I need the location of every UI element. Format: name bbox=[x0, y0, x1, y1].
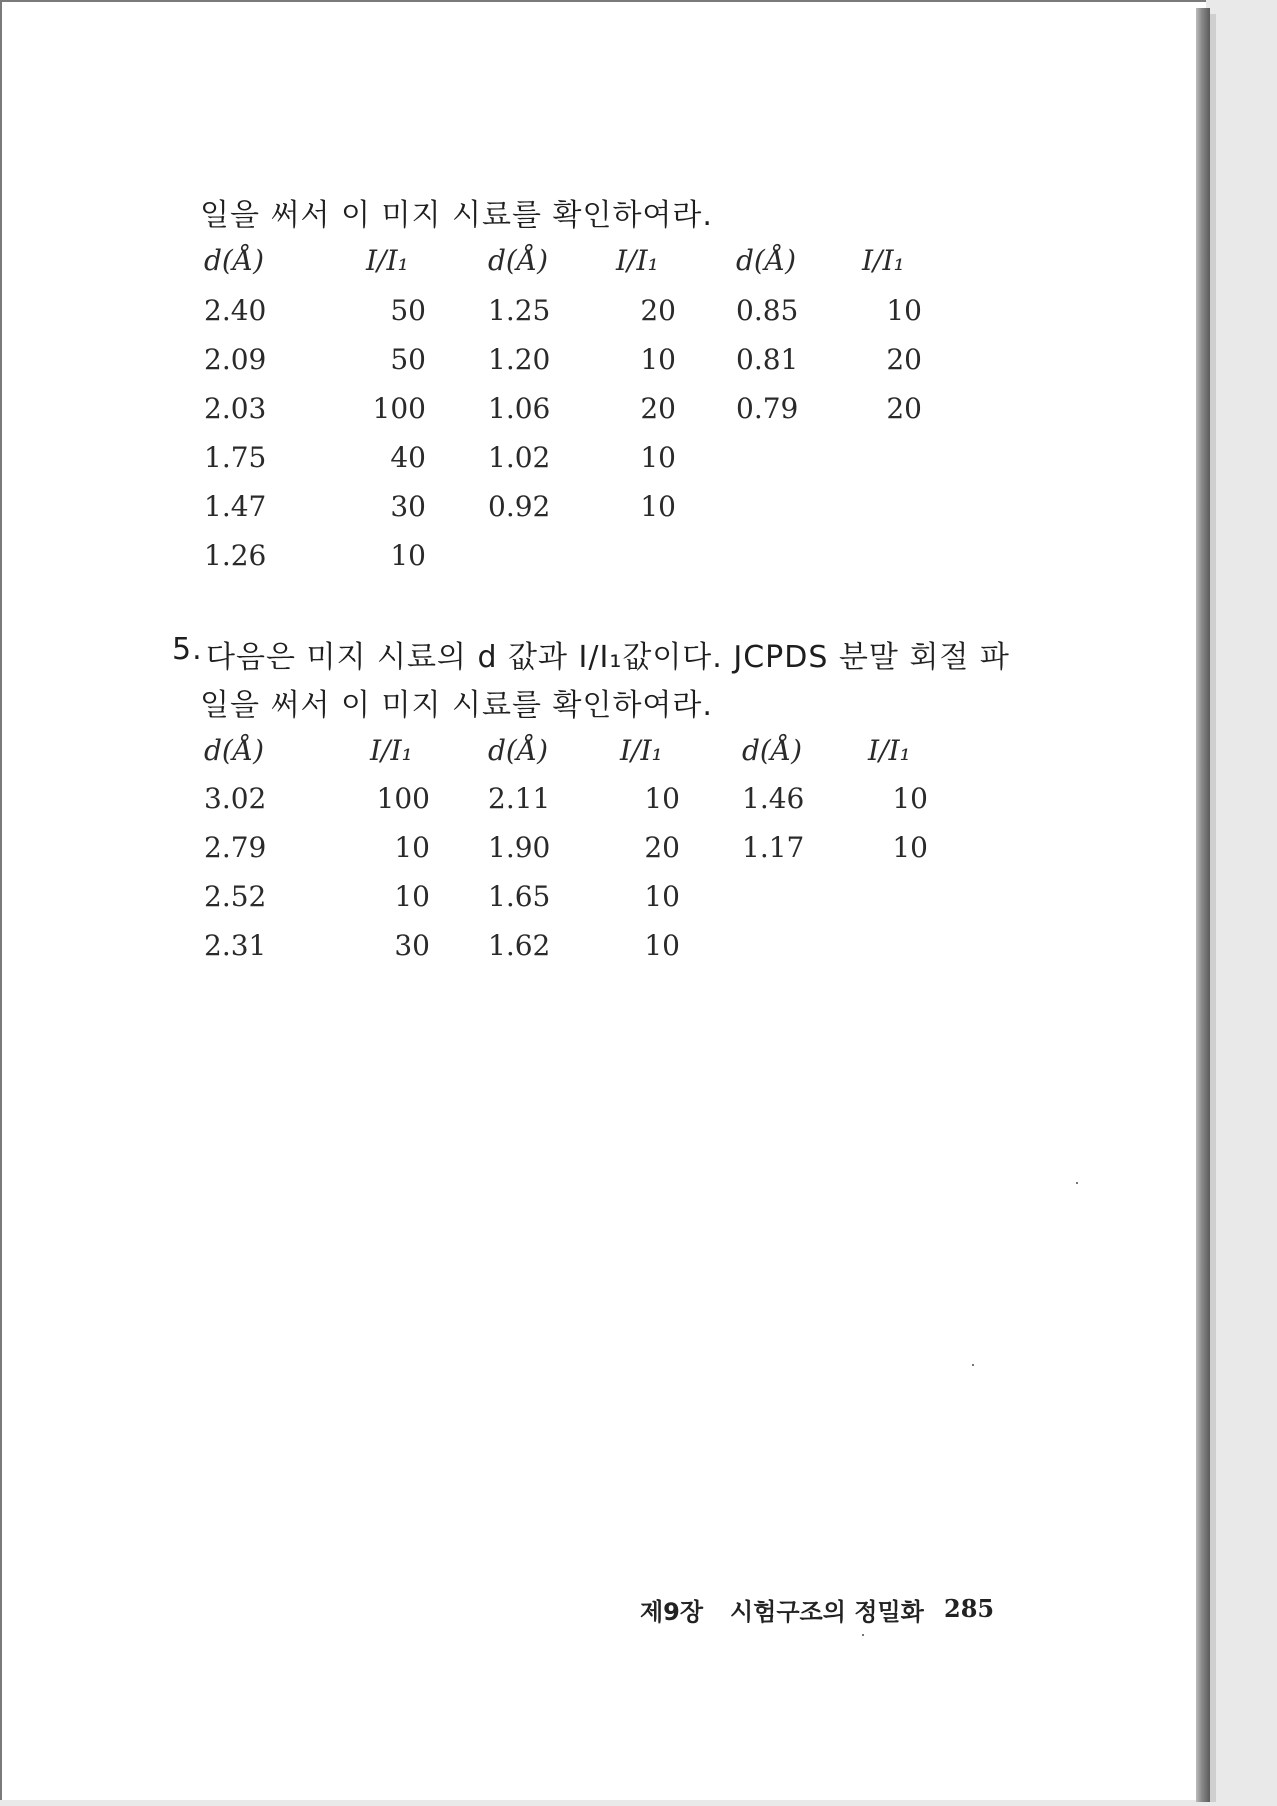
header-d-spacing: d(Å) bbox=[488, 244, 548, 277]
d-value: 1.65 bbox=[488, 880, 551, 913]
intensity-value: 10 bbox=[390, 539, 426, 572]
header-d-spacing: d(Å) bbox=[742, 734, 802, 767]
d-value: 1.25 bbox=[488, 294, 551, 327]
header-d-spacing: d(Å) bbox=[488, 734, 548, 767]
d-value: 1.46 bbox=[742, 782, 805, 815]
d-value: 1.26 bbox=[204, 539, 267, 572]
d-value: 2.09 bbox=[204, 343, 267, 376]
header-d-spacing: d(Å) bbox=[204, 734, 264, 767]
intensity-value: 10 bbox=[394, 831, 430, 864]
intensity-value: 50 bbox=[390, 294, 426, 327]
intensity-value: 10 bbox=[394, 880, 430, 913]
header-intensity: I/I₁ bbox=[370, 734, 413, 767]
header-d-spacing: d(Å) bbox=[204, 244, 264, 277]
d-value: 1.62 bbox=[488, 929, 551, 962]
intensity-value: 100 bbox=[376, 782, 430, 815]
intensity-value: 10 bbox=[640, 343, 676, 376]
d-value: 2.31 bbox=[204, 929, 267, 962]
intensity-value: 10 bbox=[886, 294, 922, 327]
d-value: 1.75 bbox=[204, 441, 267, 474]
problem4-instruction: 일을 써서 이 미지 시료를 확인하여라. bbox=[200, 198, 713, 233]
d-value: 0.85 bbox=[736, 294, 799, 327]
header-d-spacing: d(Å) bbox=[736, 244, 796, 277]
scan-speck bbox=[862, 1634, 864, 1636]
header-intensity: I/I₁ bbox=[862, 244, 905, 277]
d-value: 1.06 bbox=[488, 392, 551, 425]
d-value: 1.02 bbox=[488, 441, 551, 474]
intensity-value: 20 bbox=[886, 343, 922, 376]
header-intensity: I/I₁ bbox=[620, 734, 663, 767]
page-shadow bbox=[1210, 14, 1216, 1802]
problem5-number: 5. bbox=[172, 632, 203, 667]
intensity-value: 20 bbox=[640, 294, 676, 327]
page-edge bbox=[1196, 8, 1210, 1802]
d-value: 1.90 bbox=[488, 831, 551, 864]
d-value: 2.11 bbox=[488, 782, 551, 815]
intensity-value: 10 bbox=[892, 831, 928, 864]
header-intensity: I/I₁ bbox=[616, 244, 659, 277]
d-value: 3.02 bbox=[204, 782, 267, 815]
d-value: 0.81 bbox=[736, 343, 799, 376]
intensity-value: 20 bbox=[644, 831, 680, 864]
header-intensity: I/I₁ bbox=[366, 244, 409, 277]
footer-chapter: 제9장 bbox=[640, 1598, 704, 1626]
header-intensity: I/I₁ bbox=[868, 734, 911, 767]
d-value: 2.03 bbox=[204, 392, 267, 425]
intensity-value: 30 bbox=[394, 929, 430, 962]
d-value: 2.79 bbox=[204, 831, 267, 864]
d-value: 1.17 bbox=[742, 831, 805, 864]
problem5-instruction-line1: 다음은 미지 시료의 d 값과 I/I₁값이다. JCPDS 분말 회절 파 bbox=[206, 640, 1010, 675]
intensity-value: 10 bbox=[892, 782, 928, 815]
intensity-value: 10 bbox=[644, 880, 680, 913]
intensity-value: 20 bbox=[640, 392, 676, 425]
intensity-value: 10 bbox=[640, 490, 676, 523]
intensity-value: 20 bbox=[886, 392, 922, 425]
footer-page-number: 285 bbox=[944, 1594, 995, 1623]
d-value: 1.47 bbox=[204, 490, 267, 523]
problem5-instruction-line2: 일을 써서 이 미지 시료를 확인하여라. bbox=[200, 688, 713, 723]
intensity-value: 10 bbox=[640, 441, 676, 474]
intensity-value: 50 bbox=[390, 343, 426, 376]
d-value: 1.20 bbox=[488, 343, 551, 376]
scan-speck bbox=[972, 1364, 974, 1366]
intensity-value: 10 bbox=[644, 929, 680, 962]
d-value: 2.40 bbox=[204, 294, 267, 327]
intensity-value: 100 bbox=[372, 392, 426, 425]
d-value: 2.52 bbox=[204, 880, 267, 913]
scan-speck bbox=[1076, 1182, 1078, 1184]
d-value: 0.79 bbox=[736, 392, 799, 425]
intensity-value: 30 bbox=[390, 490, 426, 523]
d-value: 0.92 bbox=[488, 490, 551, 523]
intensity-value: 40 bbox=[390, 441, 426, 474]
footer-title: 시험구조의 정밀화 bbox=[730, 1598, 924, 1626]
intensity-value: 10 bbox=[644, 782, 680, 815]
